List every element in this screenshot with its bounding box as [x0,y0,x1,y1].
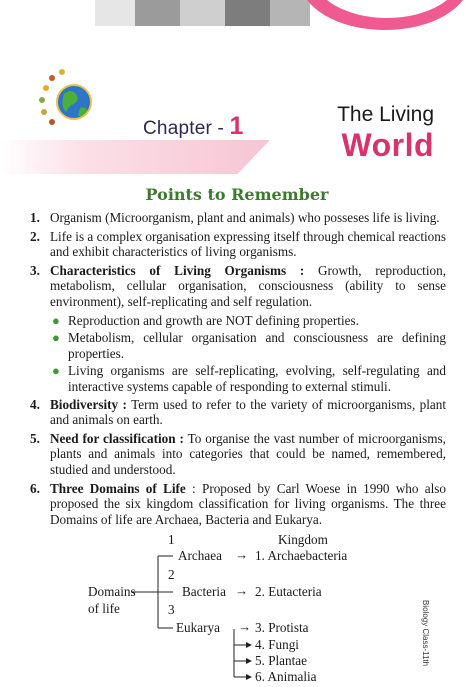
bullet-text: Metabolism, cellular organisation and consciousness are defining properties. [68,330,446,361]
bullet-dot-icon: ● [52,312,60,328]
bullet-dot-icon: ● [52,330,60,346]
arrow-icon: → [235,583,249,598]
point-term: Characteristics of Living Organisms : [50,262,305,278]
point-text: Term used to refer to the variety of microorganisms, plant and animals on earth. [50,396,447,428]
kingdom-header: Kingdom [278,532,328,547]
point-text: : Proposed by Carl Woese in 1990 who also proposed the six kingdom classification for living organisms. The three Domains of life are Archaea, Bacteria and Eukarya. [50,480,446,527]
domain-number: 2 [168,567,175,582]
title-line2: World [341,127,434,163]
chapter-number: 1 [229,112,244,140]
point-term: Biodiversity : [50,396,127,412]
domain-bacteria: Bacteria [182,584,226,599]
chapter-label: Chapter - [143,118,225,139]
bullet-text: Living organisms are self-replicating, evolving, self-regulating and interactive systems capable of responding to external stimuli. [68,363,446,394]
domain-archaea: Archaea [178,548,222,563]
section-title: Points to Remember [145,185,329,204]
point-number: 6. [30,480,40,496]
point-number: 3. [30,262,40,278]
side-margin-text: Biology Class-11th [421,600,430,667]
arrow-icon: → [235,547,249,562]
bullet-text: Reproduction and growth are NOT defining properties. [68,312,359,328]
point-text: Organism (Microorganism, plant and animals) who posseses life is living. [50,210,440,225]
point-text: Growth, reproduction, metabolism, cellular organisation, consciousness (ability to sense environment), self-replicating and self regulation. [50,262,446,309]
point-term: Three Domains of Life [50,480,186,496]
domain-eukarya: Eukarya [176,620,220,635]
kingdom-item: 3. Protista [255,620,309,635]
tree-root-line2: of life [88,601,120,616]
domain-number: 3 [168,602,175,617]
kingdom-item: 5. Plantae [255,653,308,668]
domain-number: 1 [168,532,175,547]
tree-root-line1: Domains [88,584,136,599]
point-term: Need for classification : [50,430,184,446]
kingdom-item: 1. Archaebacteria [255,548,348,563]
kingdom-item: 2. Eutacteria [255,584,322,599]
point-number: 5. [30,430,40,446]
point-number: 1. [30,210,40,225]
kingdom-item: 6. Animalia [255,669,317,684]
point-number: 2. [30,228,40,244]
kingdom-item: 4. Fungi [255,637,299,652]
arrow-icon: → [238,619,252,634]
point-text: To organise the vast number of microorganisms, plants and animals into categories that could be named, remembered, studied and understood. [50,430,446,477]
point-number: 4. [30,396,40,412]
point-text: Life is a complex organisation expressing itself through chemical reactions and exhibit characteristics of living organisms. [50,228,446,260]
bullet-dot-icon: ● [52,363,60,379]
title-line1: The Living [337,103,434,126]
